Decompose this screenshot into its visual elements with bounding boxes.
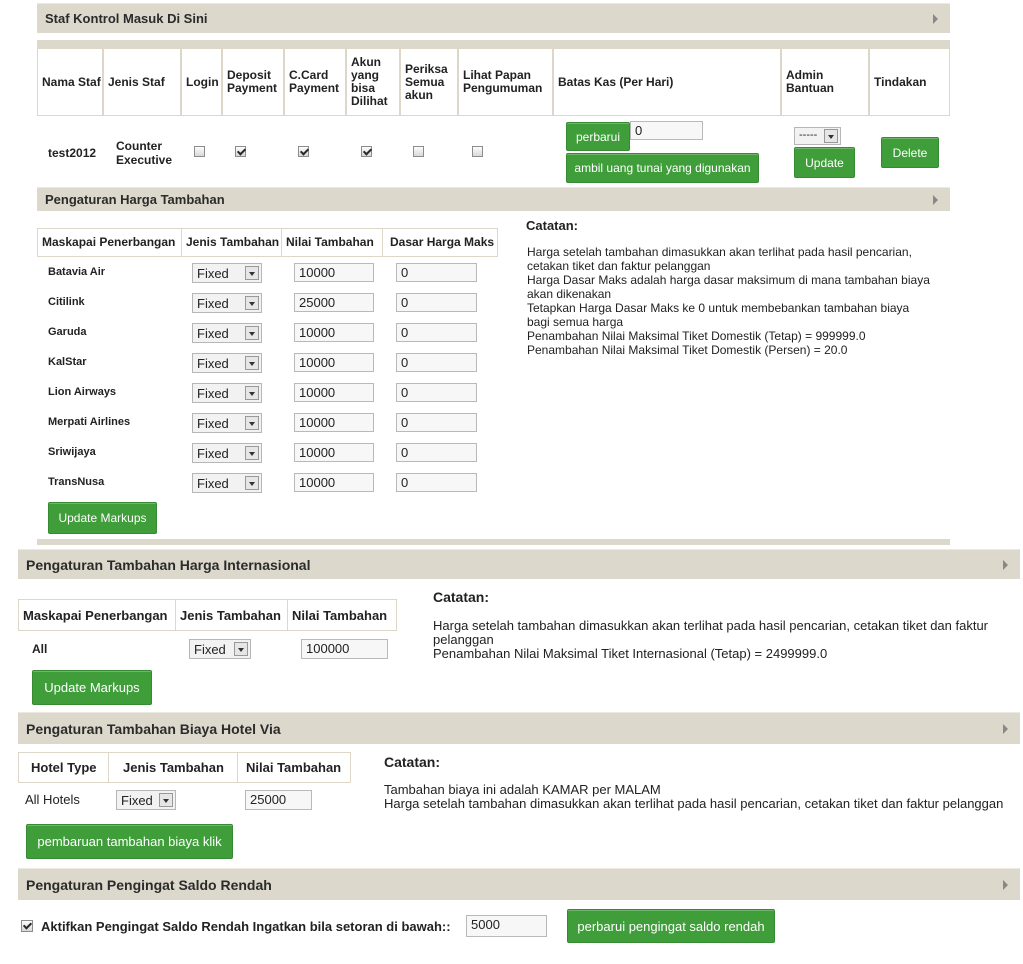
cash-used-button[interactable]: ambil uang tunai yang digunakan bbox=[566, 153, 759, 183]
low-balance-update-button[interactable]: perbarui pengingat saldo rendah bbox=[567, 909, 775, 943]
airline-name: Citilink bbox=[48, 296, 85, 308]
visible-accounts-checkbox[interactable] bbox=[361, 146, 372, 157]
hotel-type-select[interactable]: Fixed bbox=[116, 790, 176, 810]
dropdown-arrow-icon bbox=[824, 129, 838, 143]
hotel-update-button[interactable]: pembaruan tambahan biaya klik bbox=[26, 824, 233, 859]
domestic-section-title: Pengaturan Harga Tambahan bbox=[45, 192, 225, 207]
dropdown-arrow-icon bbox=[245, 296, 259, 310]
ccard-payment-checkbox[interactable] bbox=[298, 146, 309, 157]
staff-col-header: Periksa Semua akun bbox=[400, 48, 458, 116]
domestic-bottom-bar bbox=[37, 539, 950, 545]
intl-col-airline: Maskapai Penerbangan bbox=[18, 599, 176, 631]
domestic-col-header: Maskapai Penerbangan bbox=[37, 228, 182, 257]
markup-value-input[interactable]: 10000 bbox=[294, 353, 374, 372]
airline-name: Lion Airways bbox=[48, 386, 117, 398]
admin-help-select[interactable]: ----- bbox=[794, 127, 841, 145]
dropdown-arrow-icon bbox=[159, 793, 173, 807]
low-balance-checkbox[interactable] bbox=[21, 920, 33, 932]
expand-arrow-icon bbox=[933, 195, 938, 205]
note-line: Tetapkan Harga Dasar Maks ke 0 untuk membebankan tambahan biaya bagi semua harga bbox=[527, 301, 910, 329]
dropdown-arrow-icon bbox=[245, 266, 259, 280]
markup-type-select[interactable]: Fixed bbox=[192, 323, 262, 343]
domestic-note-title: Catatan: bbox=[526, 218, 579, 233]
intl-notes bbox=[433, 619, 1003, 661]
markup-value-input[interactable]: 25000 bbox=[294, 293, 374, 312]
domestic-col-header: Nilai Tambahan bbox=[281, 228, 383, 257]
markup-type-select[interactable]: Fixed bbox=[192, 413, 262, 433]
note-line: Penambahan Nilai Maksimal Tiket Internasional (Tetap) = 2499999.0 bbox=[433, 646, 828, 661]
expand-arrow-icon bbox=[1003, 724, 1008, 734]
max-base-price-input[interactable]: 0 bbox=[396, 473, 477, 492]
login-checkbox[interactable] bbox=[194, 146, 205, 157]
hotel-col-type: Hotel Type bbox=[18, 752, 109, 783]
expand-arrow-icon bbox=[1003, 560, 1008, 570]
staff-table-top-bar bbox=[37, 40, 950, 48]
staff-section-header[interactable] bbox=[37, 3, 950, 33]
dropdown-arrow-icon bbox=[245, 476, 259, 490]
staff-col-header: C.Card Payment bbox=[284, 48, 346, 116]
markup-value-input[interactable]: 10000 bbox=[294, 263, 374, 282]
update-staff-button[interactable]: Update bbox=[794, 147, 855, 178]
international-section-header[interactable] bbox=[18, 549, 1020, 579]
hotel-note-title: Catatan: bbox=[384, 754, 441, 770]
airline-name: TransNusa bbox=[48, 476, 105, 488]
max-base-price-input[interactable]: 0 bbox=[396, 353, 477, 372]
perbarui-button[interactable]: perbarui bbox=[566, 122, 630, 151]
low-balance-section-title: Pengaturan Pengingat Saldo Rendah bbox=[26, 876, 272, 893]
staff-col-header: Deposit Payment bbox=[222, 48, 284, 116]
markup-type-select[interactable]: Fixed bbox=[192, 473, 262, 493]
markup-value-input[interactable]: 10000 bbox=[294, 383, 374, 402]
markup-value-input[interactable]: 10000 bbox=[294, 443, 374, 462]
staff-col-header: Nama Staf bbox=[37, 48, 103, 116]
international-section-title: Pengaturan Tambahan Harga Internasional bbox=[26, 556, 311, 573]
max-base-price-input[interactable]: 0 bbox=[396, 323, 477, 342]
view-board-checkbox[interactable] bbox=[472, 146, 483, 157]
low-balance-section-header[interactable] bbox=[18, 868, 1020, 900]
note-line: Tambahan biaya ini adalah KAMAR per MALAM bbox=[384, 782, 661, 797]
check-all-accounts-checkbox[interactable] bbox=[413, 146, 424, 157]
note-line: Harga setelah tambahan dimasukkan akan terlihat pada hasil pencarian, cetakan tiket dan faktur pelanggan bbox=[433, 618, 989, 647]
deposit-payment-checkbox[interactable] bbox=[235, 146, 246, 157]
intl-value-input[interactable]: 100000 bbox=[301, 639, 388, 659]
staff-col-header: Batas Kas (Per Hari) bbox=[553, 48, 781, 116]
markup-value-input[interactable]: 10000 bbox=[294, 473, 374, 492]
expand-arrow-icon bbox=[933, 14, 938, 24]
intl-col-type: Jenis Tambahan bbox=[175, 599, 288, 631]
note-line: Harga setelah tambahan dimasukkan akan terlihat pada hasil pencarian, cetakan tiket dan faktur pelanggan bbox=[527, 245, 912, 273]
dropdown-arrow-icon bbox=[245, 416, 259, 430]
markup-type-select[interactable]: Fixed bbox=[192, 383, 262, 403]
max-base-price-input[interactable]: 0 bbox=[396, 293, 477, 312]
hotel-section-header[interactable] bbox=[18, 712, 1020, 744]
delete-staff-button[interactable]: Delete bbox=[881, 137, 939, 168]
update-intl-markups-button[interactable]: Update Markups bbox=[32, 670, 152, 705]
low-balance-input[interactable]: 5000 bbox=[466, 915, 547, 937]
domestic-col-header: Jenis Tambahan bbox=[181, 228, 282, 257]
note-line: Penambahan Nilai Maksimal Tiket Domestik (Persen) = 20.0 bbox=[527, 343, 848, 357]
hotel-col-value: Nilai Tambahan bbox=[237, 752, 351, 783]
staff-col-header: Jenis Staf bbox=[103, 48, 181, 116]
hotel-type: All Hotels bbox=[25, 792, 80, 807]
markup-type-select[interactable]: Fixed bbox=[192, 353, 262, 373]
intl-type-select[interactable]: Fixed bbox=[189, 639, 251, 659]
intl-note-title: Catatan: bbox=[433, 589, 490, 605]
staff-col-header: Admin Bantuan bbox=[781, 48, 869, 116]
domestic-section-header[interactable] bbox=[37, 187, 950, 211]
expand-arrow-icon bbox=[1003, 880, 1008, 890]
markup-value-input[interactable]: 10000 bbox=[294, 413, 374, 432]
update-domestic-markups-button[interactable]: Update Markups bbox=[48, 502, 157, 534]
max-base-price-input[interactable]: 0 bbox=[396, 443, 477, 462]
staff-name: test2012 bbox=[48, 146, 97, 160]
low-balance-label: Aktifkan Pengingat Saldo Rendah Ingatkan bila setoran di bawah:: bbox=[41, 919, 451, 934]
note-line: Harga Dasar Maks adalah harga dasar maksimum di mana tambahan biaya akan dikenakan bbox=[527, 273, 930, 301]
dropdown-arrow-icon bbox=[245, 386, 259, 400]
staff-section-title: Staf Kontrol Masuk Di Sini bbox=[45, 11, 208, 26]
staff-col-header: Tindakan bbox=[869, 48, 950, 116]
staff-col-header: Login bbox=[181, 48, 222, 116]
airline-name: Batavia Air bbox=[48, 266, 106, 278]
max-base-price-input[interactable]: 0 bbox=[396, 383, 477, 402]
staff-col-header: Akun yang bisa Dilihat bbox=[346, 48, 400, 116]
markup-type-select[interactable]: Fixed bbox=[192, 293, 262, 313]
staff-col-header: Lihat Papan Pengumuman bbox=[458, 48, 553, 116]
markup-type-select[interactable]: Fixed bbox=[192, 443, 262, 463]
intl-airline: All bbox=[32, 642, 48, 656]
markup-type-select[interactable]: Fixed bbox=[192, 263, 262, 283]
hotel-notes bbox=[384, 783, 1014, 811]
note-line: Penambahan Nilai Maksimal Tiket Domestik (Tetap) = 999999.0 bbox=[527, 329, 866, 343]
dropdown-arrow-icon bbox=[245, 446, 259, 460]
cash-limit-input[interactable]: 0 bbox=[630, 121, 703, 140]
hotel-col-markup-type: Jenis Tambahan bbox=[108, 752, 238, 783]
intl-col-value: Nilai Tambahan bbox=[287, 599, 397, 631]
staff-type: Counter Executive bbox=[116, 139, 173, 167]
max-base-price-input[interactable]: 0 bbox=[396, 263, 477, 282]
dropdown-arrow-icon bbox=[234, 642, 248, 656]
hotel-value-input[interactable]: 25000 bbox=[245, 790, 312, 810]
note-line: Harga setelah tambahan dimasukkan akan terlihat pada hasil pencarian, cetakan tiket dan faktur pelanggan bbox=[384, 796, 1004, 811]
markup-value-input[interactable]: 10000 bbox=[294, 323, 374, 342]
hotel-section-title: Pengaturan Tambahan Biaya Hotel Via bbox=[26, 720, 281, 737]
domestic-col-header: Dasar Harga Maks bbox=[382, 228, 498, 257]
airline-name: Sriwijaya bbox=[48, 446, 96, 458]
dropdown-arrow-icon bbox=[245, 326, 259, 340]
airline-name: KalStar bbox=[48, 356, 87, 368]
airline-name: Merpati Airlines bbox=[48, 416, 131, 428]
dropdown-arrow-icon bbox=[245, 356, 259, 370]
airline-name: Garuda bbox=[48, 326, 87, 338]
max-base-price-input[interactable]: 0 bbox=[396, 413, 477, 432]
domestic-notes bbox=[527, 245, 932, 357]
